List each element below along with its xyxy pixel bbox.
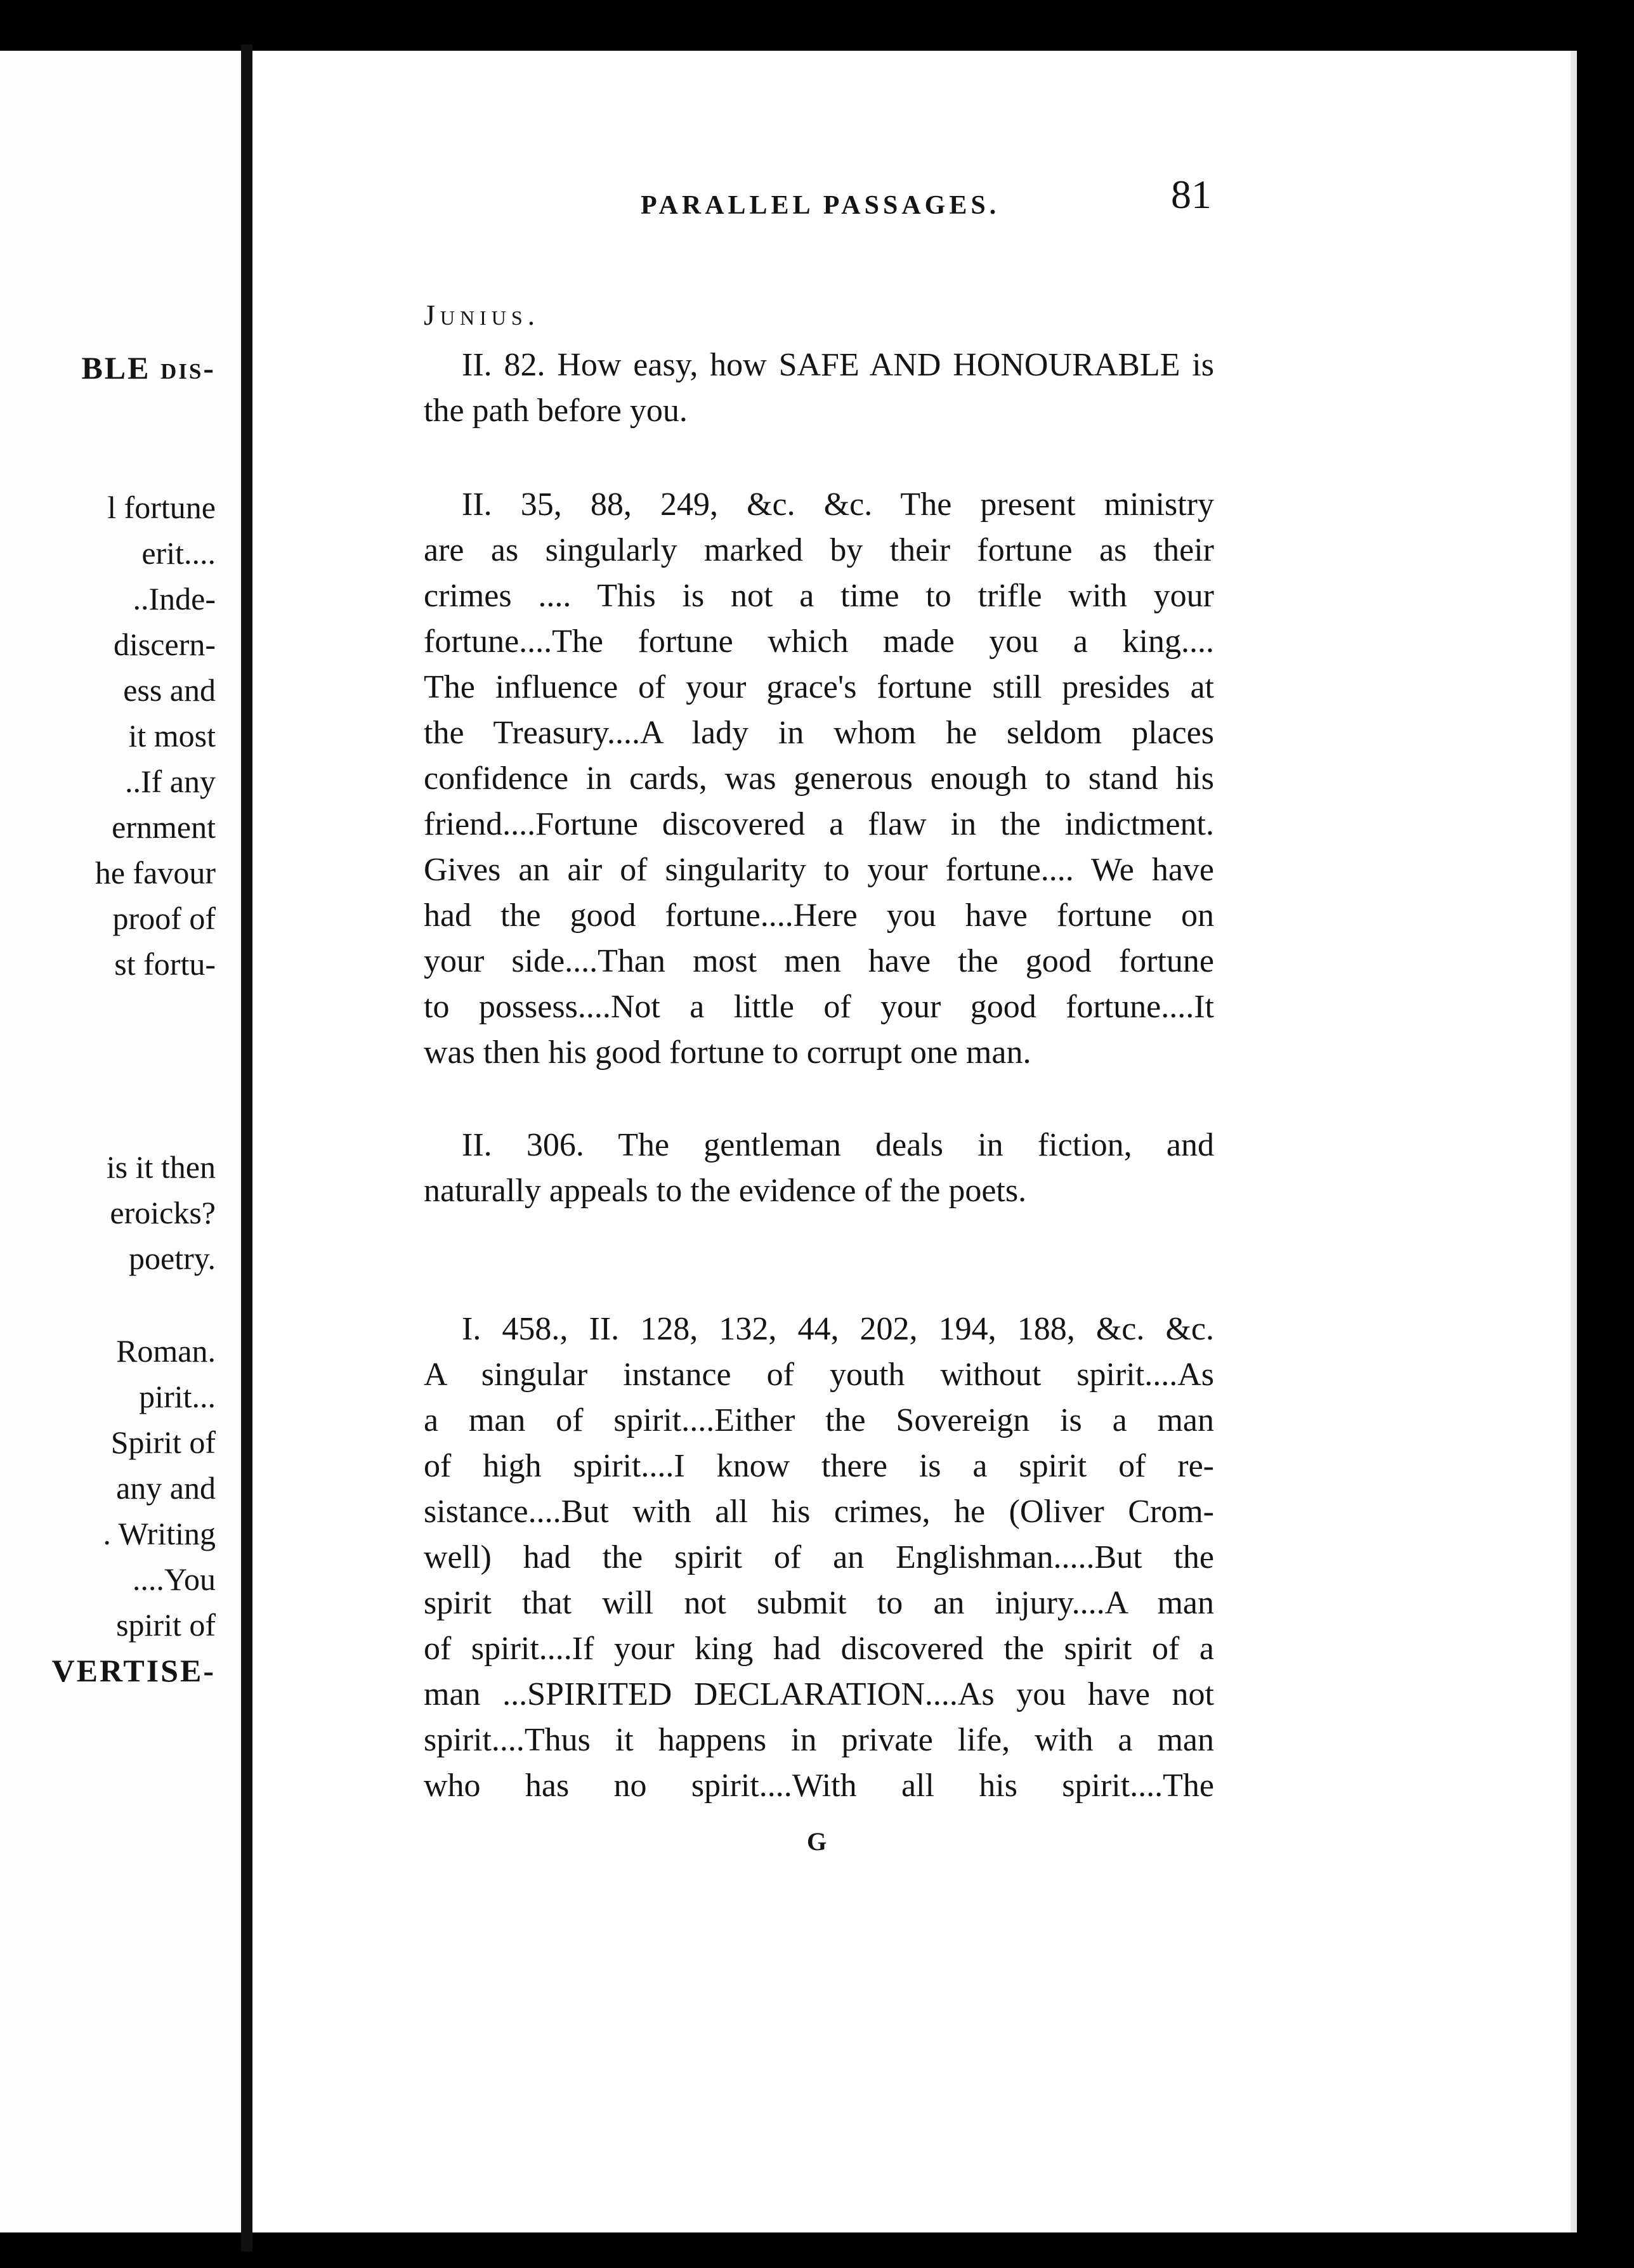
left-page-line: proof of [112, 901, 216, 936]
running-head: PARALLEL PASSAGES. [641, 191, 1000, 220]
signature-mark: G [807, 1827, 827, 1856]
text-line: II. 306. The gentleman deals in fiction, and [462, 1127, 1214, 1163]
text-line: the path before you. [424, 393, 688, 429]
text-line: spirit that will not submit to an injury....A man [424, 1585, 1214, 1621]
left-page-line: ernment [112, 809, 216, 845]
left-page-line: . Writing [103, 1516, 216, 1551]
passage-paragraph [424, 482, 1214, 1076]
previous-page-fragment [0, 51, 241, 2232]
text-line: Gives an air of singularity to your fortune.... We have [424, 852, 1214, 888]
text-line: the Treasury....A lady in whom he seldom places [424, 715, 1214, 751]
text-line: a man of spirit....Either the Sovereign is a man [424, 1402, 1214, 1438]
text-line: fortune....The fortune which made you a king.... [424, 623, 1214, 660]
left-page-line: eroicks? [110, 1195, 216, 1230]
passage-paragraph [424, 1307, 1214, 1809]
text-line: sistance....But with all his crimes, he (Oliver Crom- [424, 1494, 1214, 1530]
left-page-line: erit.... [141, 535, 216, 571]
left-page-line: BLE dis- [81, 350, 216, 386]
text-line: II. 82. How easy, how SAFE AND HONOURABLE is [462, 347, 1214, 383]
text-line: are as singularly marked by their fortune as their [424, 532, 1214, 568]
left-page-line: he favour [95, 855, 216, 890]
text-line: I. 458., II. 128, 132, 44, 202, 194, 188, &c. &c. [462, 1311, 1214, 1347]
left-page-line: Roman. [116, 1333, 216, 1369]
text-line: had the good fortune....Here you have fortune on [424, 897, 1214, 934]
left-page-line: pirit... [139, 1379, 216, 1414]
text-line: man ...SPIRITED DECLARATION....As you have not [424, 1676, 1214, 1712]
text-line: of high spirit....I know there is a spirit of re- [424, 1448, 1214, 1484]
text-line: II. 35, 88, 249, &c. &c. The present ministry [462, 486, 1214, 523]
text-line: who has no spirit....With all his spirit....The [424, 1768, 1214, 1804]
left-page-line: spirit of [116, 1607, 216, 1643]
page-header [362, 171, 1212, 228]
passage-paragraph [424, 1123, 1214, 1214]
left-page-line: st fortu- [114, 946, 216, 982]
text-line: to possess....Not a little of your good fortune....It [424, 989, 1214, 1025]
left-page-line: it most [128, 718, 216, 753]
left-page-line: discern- [113, 627, 216, 662]
left-page-line: is it then [106, 1149, 216, 1185]
left-page-line: l fortune [107, 490, 216, 525]
left-page-line: ess and [123, 672, 216, 708]
passage-paragraph [424, 342, 1214, 434]
text-line: crimes .... This is not a time to trifle with your [424, 578, 1214, 614]
text-line: well) had the spirit of an Englishman.....But the [424, 1539, 1214, 1575]
text-line: naturally appeals to the evidence of the poets. [424, 1173, 1027, 1209]
text-line: was then his good fortune to corrupt one man. [424, 1034, 1031, 1071]
left-page-line: ..If any [125, 764, 216, 799]
text-line: A singular instance of youth without spirit....As [424, 1357, 1214, 1393]
left-page-line: poetry. [129, 1241, 216, 1276]
text-line: of spirit....If your king had discovered the spirit of a [424, 1631, 1214, 1667]
left-page-line: VERTISE- [51, 1653, 216, 1688]
left-page-line: Spirit of [110, 1424, 216, 1460]
text-line: your side....Than most men have the good fortune [424, 943, 1214, 979]
text-line: spirit....Thus it happens in private life, with a man [424, 1722, 1214, 1758]
attribution-heading: Junius. [424, 299, 540, 331]
text-line: The influence of your grace's fortune still presides at [424, 669, 1214, 705]
text-line: friend....Fortune discovered a flaw in the indictment. [424, 806, 1214, 842]
book-gutter [241, 44, 252, 2252]
left-page-line: any and [116, 1470, 216, 1506]
left-page-line: ....You [132, 1561, 216, 1597]
text-line: confidence in cards, was generous enough to stand his [424, 760, 1214, 797]
left-page-line: ..Inde- [133, 581, 216, 616]
page-number: 81 [1171, 172, 1212, 217]
